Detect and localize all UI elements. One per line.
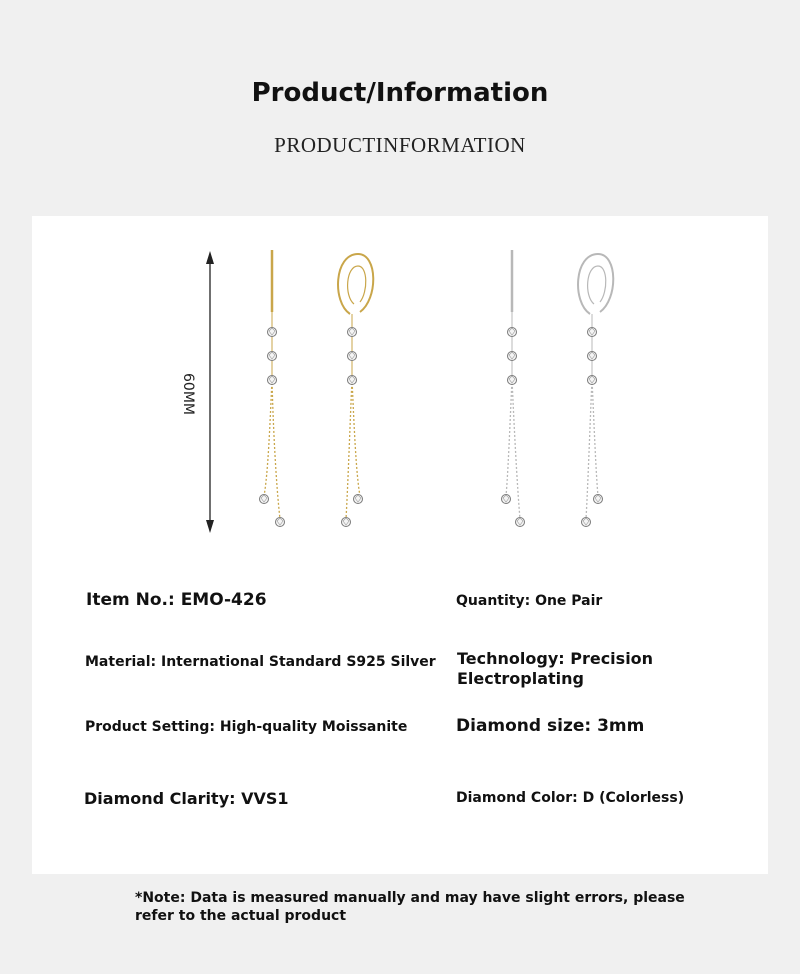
product-image bbox=[172, 244, 642, 544]
spec-material: Material: International Standard S925 Silver bbox=[85, 654, 436, 670]
gold-earring-front-stones bbox=[260, 328, 285, 527]
dimension-arrow bbox=[180, 251, 214, 533]
page-title: Product/Information bbox=[251, 78, 549, 108]
spec-technology bbox=[457, 649, 653, 689]
spec-clarity: Diamond Clarity: VVS1 bbox=[84, 789, 289, 808]
gold-earring-side bbox=[338, 254, 373, 519]
disclaimer-note: *Note: Data is measured manually and may have slight errors, please refer to the actual product bbox=[135, 890, 685, 924]
spec-quantity: Quantity: One Pair bbox=[456, 593, 603, 609]
silver-earring-front-stones bbox=[502, 328, 525, 527]
silver-earring-side bbox=[578, 254, 613, 519]
spec-color: Diamond Color: D (Colorless) bbox=[456, 790, 685, 806]
product-card bbox=[32, 216, 768, 874]
spec-technology-line1: Technology: Precision bbox=[457, 649, 654, 668]
dimension-label: 60MM bbox=[180, 373, 196, 415]
page-subtitle: PRODUCTINFORMATION bbox=[274, 133, 526, 157]
spec-diamond-size: Diamond size: 3mm bbox=[456, 716, 645, 736]
spec-item-no: Item No.: EMO-426 bbox=[86, 590, 267, 610]
gold-earring-side-stones bbox=[342, 328, 363, 527]
silver-earring-side-stones bbox=[582, 328, 603, 527]
spec-setting: Product Setting: High-quality Moissanite bbox=[85, 719, 408, 735]
spec-technology-line2: Electroplating bbox=[457, 669, 584, 688]
